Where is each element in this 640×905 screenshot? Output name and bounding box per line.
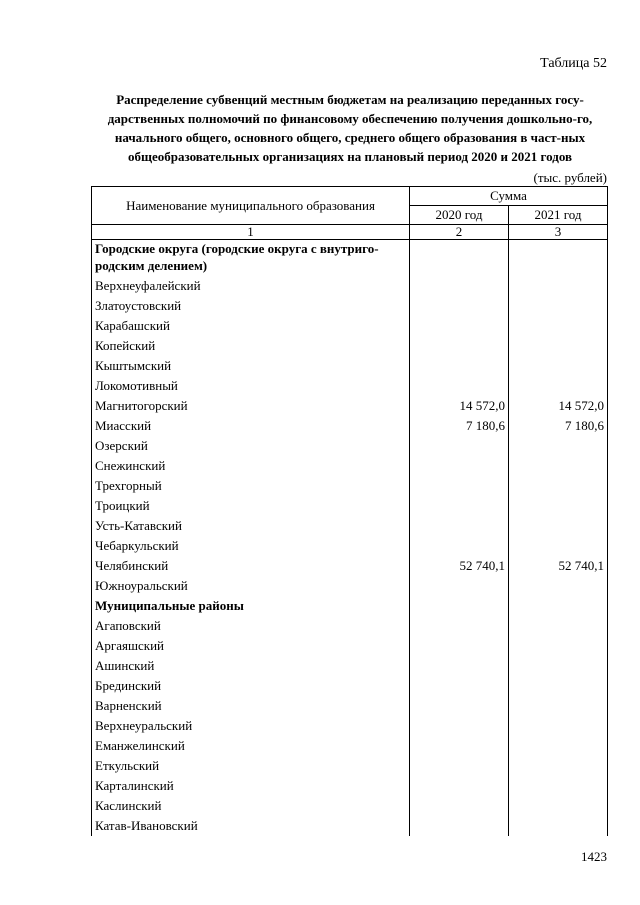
value-2021 <box>509 516 608 536</box>
value-2021 <box>509 736 608 756</box>
value-2020: 52 740,1 <box>410 556 509 576</box>
value-2020 <box>410 656 509 676</box>
table-row <box>92 516 608 536</box>
table-row <box>92 396 608 416</box>
header-year-2021: 2021 год <box>509 206 608 225</box>
table-row <box>92 756 608 776</box>
row-name: Трехгорный <box>92 476 410 496</box>
value-2020 <box>410 596 509 616</box>
value-2020 <box>410 756 509 776</box>
row-name: Челябинский <box>92 556 410 576</box>
row-name: Ашинский <box>92 656 410 676</box>
row-name: Локомотивный <box>92 376 410 396</box>
header-name-column: Наименование муниципального образования <box>92 187 410 225</box>
row-name: Верхнеуфалейский <box>92 276 410 296</box>
row-name: Брединский <box>92 676 410 696</box>
row-name: Аргаяшский <box>92 636 410 656</box>
value-2021 <box>509 636 608 656</box>
row-name: Городские округа (городские округа с внутриго-родским делением) <box>92 240 410 277</box>
row-name: Троицкий <box>92 496 410 516</box>
table-row <box>92 576 608 596</box>
value-2021 <box>509 476 608 496</box>
table-row <box>92 776 608 796</box>
value-2020 <box>410 716 509 736</box>
value-2020 <box>410 536 509 556</box>
value-2020 <box>410 240 509 277</box>
row-name: Копейский <box>92 336 410 356</box>
value-2021 <box>509 656 608 676</box>
table-row <box>92 240 608 277</box>
value-2021 <box>509 436 608 456</box>
value-2021 <box>509 776 608 796</box>
value-2020 <box>410 316 509 336</box>
table-row <box>92 336 608 356</box>
value-2020 <box>410 696 509 716</box>
table-row <box>92 556 608 576</box>
table-row <box>92 736 608 756</box>
table-row <box>92 716 608 736</box>
row-name: Златоустовский <box>92 296 410 316</box>
value-2021: 7 180,6 <box>509 416 608 436</box>
table-row <box>92 276 608 296</box>
table-row <box>92 616 608 636</box>
row-name: Агаповский <box>92 616 410 636</box>
value-2021 <box>509 456 608 476</box>
column-number-1: 1 <box>92 225 410 240</box>
table-row <box>92 536 608 556</box>
value-2021 <box>509 756 608 776</box>
document-title: Распределение субвенций местным бюджетам на реализацию переданных госу-дарственных полномочий по финансовому обеспечению получения дошкольно-го, начального общего, основного общего, среднего общего образования в част-ных общеобразовательных организациях на плановый период 2020 и 2021 годов <box>107 92 593 164</box>
column-number-3: 3 <box>509 225 608 240</box>
value-2020 <box>410 816 509 836</box>
value-2021 <box>509 376 608 396</box>
table-row <box>92 416 608 436</box>
value-2021 <box>509 696 608 716</box>
table-row <box>92 376 608 396</box>
row-name: Верхнеуральский <box>92 716 410 736</box>
row-name: Чебаркульский <box>92 536 410 556</box>
value-2021 <box>509 336 608 356</box>
value-2020 <box>410 436 509 456</box>
table-row <box>92 436 608 456</box>
value-2020 <box>410 276 509 296</box>
value-2020 <box>410 336 509 356</box>
table-row <box>92 316 608 336</box>
value-2021 <box>509 576 608 596</box>
value-2021 <box>509 316 608 336</box>
row-name: Еткульский <box>92 756 410 776</box>
value-2021 <box>509 356 608 376</box>
value-2021 <box>509 536 608 556</box>
row-name: Южноуральский <box>92 576 410 596</box>
table-row <box>92 656 608 676</box>
table-row <box>92 696 608 716</box>
value-2021 <box>509 596 608 616</box>
row-name: Варненский <box>92 696 410 716</box>
page-number: 1423 <box>581 849 607 864</box>
value-2021 <box>509 296 608 316</box>
subvention-table <box>91 186 608 836</box>
value-2020 <box>410 736 509 756</box>
header-year-2020: 2020 год <box>410 206 509 225</box>
value-2021 <box>509 240 608 277</box>
value-2020 <box>410 616 509 636</box>
row-name: Еманжелинский <box>92 736 410 756</box>
value-2020 <box>410 356 509 376</box>
value-2020 <box>410 496 509 516</box>
row-name: Магнитогорский <box>92 396 410 416</box>
row-name: Усть-Катавский <box>92 516 410 536</box>
value-2020 <box>410 516 509 536</box>
row-name: Снежинский <box>92 456 410 476</box>
header-sum: Сумма <box>410 187 608 206</box>
value-2021: 52 740,1 <box>509 556 608 576</box>
table-row <box>92 496 608 516</box>
value-2020 <box>410 796 509 816</box>
value-2021 <box>509 716 608 736</box>
value-2021 <box>509 676 608 696</box>
row-name: Карабашский <box>92 316 410 336</box>
value-2020 <box>410 376 509 396</box>
table-row <box>92 356 608 376</box>
table-row <box>92 596 608 616</box>
table-row <box>92 296 608 316</box>
column-number-2: 2 <box>410 225 509 240</box>
value-2021 <box>509 616 608 636</box>
value-2021 <box>509 816 608 836</box>
value-2020 <box>410 636 509 656</box>
table-label: Таблица 52 <box>540 56 607 71</box>
value-2020 <box>410 576 509 596</box>
units-label: (тыс. рублей) <box>533 170 607 185</box>
value-2020 <box>410 456 509 476</box>
table-row <box>92 816 608 836</box>
value-2020 <box>410 676 509 696</box>
table-body <box>92 240 608 837</box>
value-2020 <box>410 776 509 796</box>
value-2021 <box>509 496 608 516</box>
value-2021: 14 572,0 <box>509 396 608 416</box>
table-row <box>92 796 608 816</box>
row-name: Катав-Ивановский <box>92 816 410 836</box>
row-name: Карталинский <box>92 776 410 796</box>
row-name: Озерский <box>92 436 410 456</box>
table-row <box>92 476 608 496</box>
row-name: Кыштымский <box>92 356 410 376</box>
value-2020: 7 180,6 <box>410 416 509 436</box>
row-name: Муниципальные районы <box>92 596 410 616</box>
table-row <box>92 456 608 476</box>
value-2020 <box>410 476 509 496</box>
value-2020 <box>410 296 509 316</box>
value-2021 <box>509 796 608 816</box>
table-row <box>92 676 608 696</box>
value-2021 <box>509 276 608 296</box>
table-row <box>92 636 608 656</box>
value-2020: 14 572,0 <box>410 396 509 416</box>
row-name: Миасский <box>92 416 410 436</box>
row-name: Каслинский <box>92 796 410 816</box>
